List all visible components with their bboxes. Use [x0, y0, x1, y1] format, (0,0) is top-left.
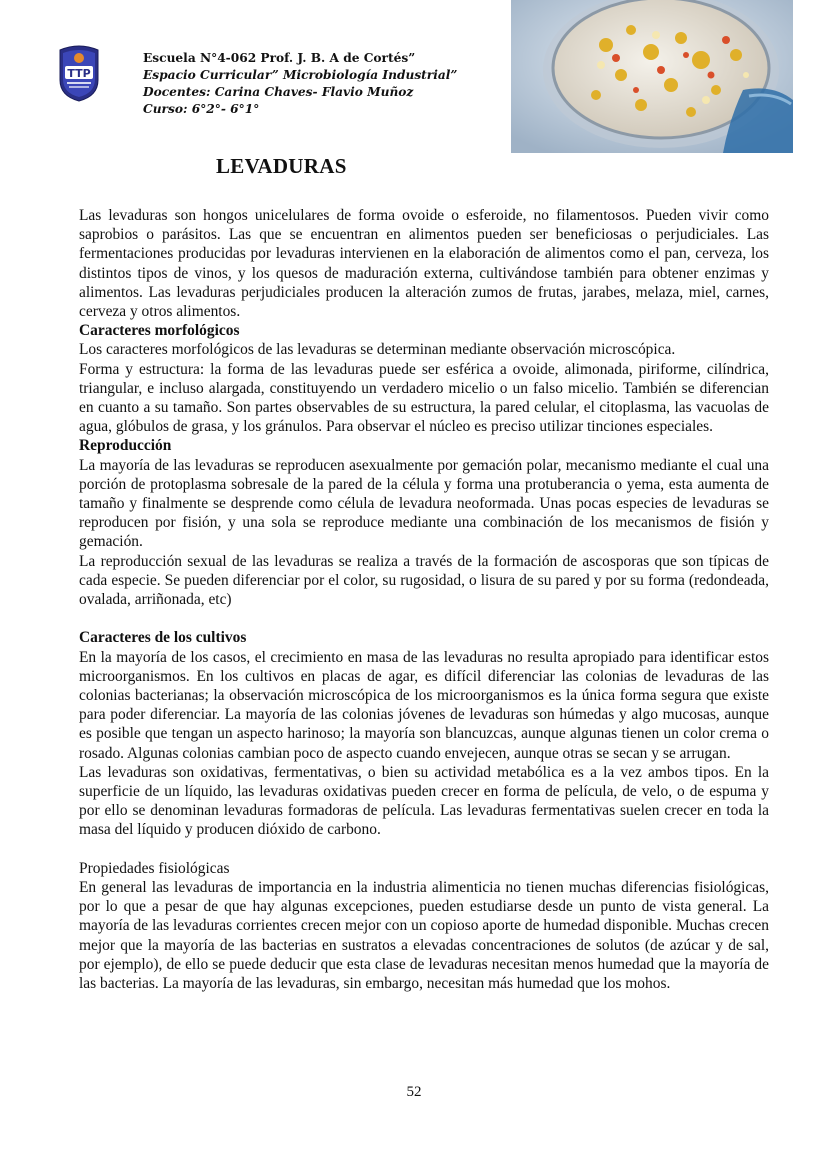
page-number: 52: [406, 1084, 422, 1100]
page-title: LEVADURAS: [216, 154, 347, 178]
curricular-space: Espacio Curricular” Microbiología Industrial”: [143, 68, 458, 82]
document-body: [79, 206, 769, 993]
spacer: [79, 840, 769, 859]
school-name: Escuela N°4-062 Prof. J. B. A de Cortés”: [143, 51, 416, 65]
intro-paragraph: Las levaduras son hongos unicelulares de forma ovoide o esferoide, no filamentosos. Pueden vivir como saprobios o parásitos. Las que se encuentran en alimentos pueden ser beneficiosas o perjudiciales. Las fermentaciones producidas por levaduras intervienen en la elaboración de alimentos como el pan, cerveza, los distintos tipos de vinos, y los quesos de maduración externa, cultivándose también para obtener enzimas y alimentos. Las levaduras perjudiciales producen la alteración zumos de frutas, jarabes, melaza, miel, carnes, cerveza y otros alimentos.: [79, 207, 769, 321]
paragraph: Forma y estructura: la forma de las levaduras puede ser esférica a ovoide, alimonada, piriforme, cilíndrica, triangular, e incluso alargada, constituyendo un verdadero micelio o un falso micelio. También se diferencian en cuanto a su tamaño. Son partes observables de su estructura, la pared celular, el citoplasma, las vacuolas de agua, glóbulos de grasa, y los gránulos. Para observar el núcleo es preciso utilizar tinciones especiales.: [79, 360, 769, 436]
teachers: Docentes: Carina Chaves- Flavio Muñoz: [143, 85, 414, 99]
paragraph: La reproducción sexual de las levaduras se realiza a través de la formación de ascosporas que son típicas de cada especie. Se pueden diferenciar por el color, su rugosidad, o lisura de su pared y por su forma (redondeada, ovalada, arriñonada, etc): [79, 552, 769, 609]
section-heading-morphology: Caracteres morfológicos: [79, 322, 240, 340]
paragraph: Los caracteres morfológicos de las levaduras se determinan mediante observación microscópica.: [79, 341, 676, 359]
paragraph: La mayoría de las levaduras se reproducen asexualmente por gemación polar, mecanismo mediante el cual una porción de protoplasma sobresale de la pared de la célula y forma una protuberancia o yema, esta aumenta de tamaño y finalmente se desprende como célula de levadura neoformada. Unas pocas especies de levaduras se reproducen por fisión, y una sola se reproduce mediante una combinación de los mecanismos de fisión y gemación.: [79, 456, 769, 551]
logo-text: TTP: [67, 67, 91, 80]
paragraph: Las levaduras son oxidativas, fermentativas, o bien su actividad metabólica es a la vez ambos tipos. En la superficie de un líquido, las levaduras oxidativas pueden crecer en forma de película, de velo, o de espuma y por ello se denominan levaduras formadoras de película. Las levaduras fermentativas suelen crecer en toda la masa del líquido y producen dióxido de carbono.: [79, 763, 769, 839]
section-heading-reproduction: Reproducción: [79, 437, 172, 455]
paragraph: En la mayoría de los casos, el crecimiento en masa de las levaduras no resulta apropiado para identificar estos microorganismos. En los cultivos en placas de agar, es difícil diferenciar las colonias de levaduras de las colonias bacterianas; la observación microscópica de los microorganismos es la única forma segura que existe para poder diferenciar. La mayoría de las colonias jóvenes de levaduras son húmedas y algo mucosas, aunque es posible que tengan un aspecto harinoso; la mayoría son blancuzcas, aunque algunas tienen un color crema o rosado. Algunas colonias cambian poco de aspecto cuando envejecen, aunque otras se secan y se arrugan.: [79, 648, 769, 762]
section-heading-cultures: Caracteres de los cultivos: [79, 629, 247, 647]
spacer: [79, 609, 769, 628]
petri-dish-photo: [511, 0, 793, 153]
school-info: [143, 50, 457, 118]
section-heading-physiology: Propiedades fisiológicas: [79, 859, 230, 877]
paragraph: En general las levaduras de importancia en la industria alimenticia no tienen muchas diferencias fisiológicas, por lo que a pesar de que hay algunas excepciones, pueden estudiarse desde un punto de vista general. La mayoría de las levaduras corrientes crecen mejor con un copioso aporte de humedad disponible. Muchas crecen mejor que la mayoría de las bacterias en sustratos a elevadas concentraciones de solutos (de azúcar y de sal, por ejemplo), de ello se puede deducir que esta clase de levaduras necesitan menos humedad que la mayoría de las bacterias. La mayoría de las levaduras, sin embargo, necesitan más humedad que los mohos.: [79, 879, 769, 993]
school-shield-logo: [57, 44, 101, 102]
course: Curso: 6°2°- 6°1°: [143, 102, 260, 116]
